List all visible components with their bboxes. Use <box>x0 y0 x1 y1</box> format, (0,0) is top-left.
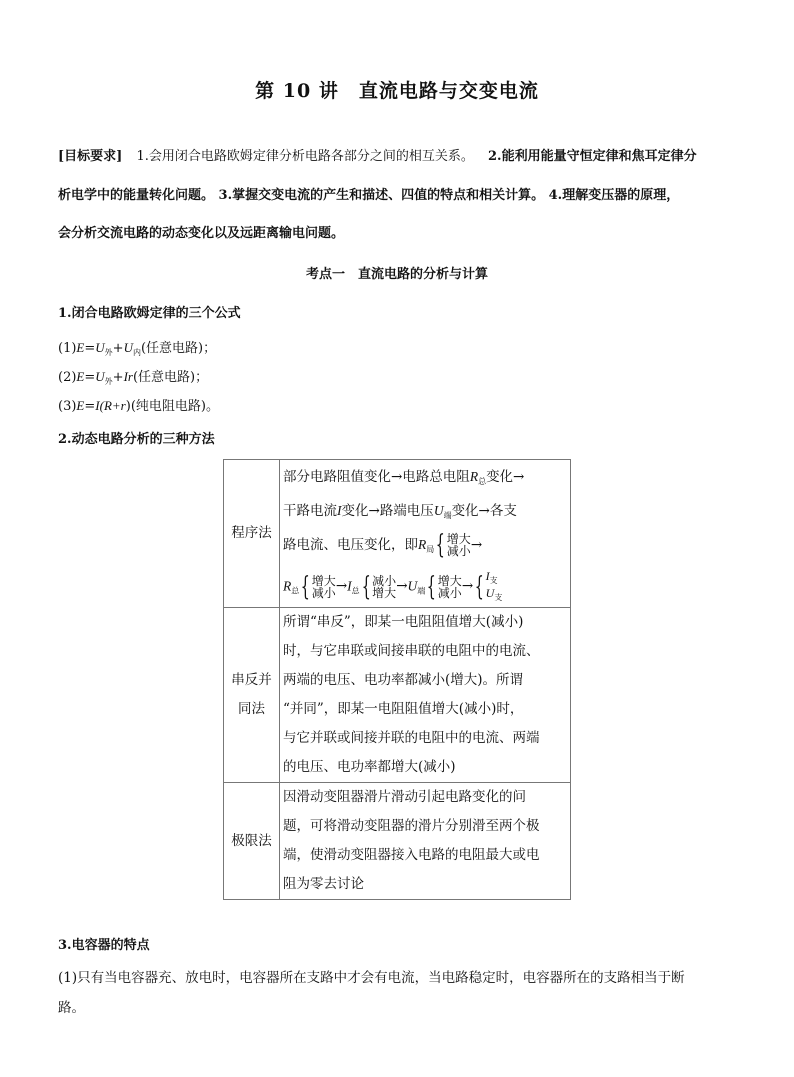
subsection-heading-1: 1.闭合电路欧姆定律的三个公式 <box>58 306 241 321</box>
method-2-line: 时，与它串联或间接串联的电阻中的电流、 <box>283 643 540 659</box>
subscript-total: 总 <box>351 586 360 596</box>
method-body-cell <box>280 608 571 783</box>
symbol-E: E <box>76 398 85 413</box>
objectives-label: [目标要求] <box>58 149 123 164</box>
arrow-icon: → <box>470 536 483 553</box>
capacitor-paragraph-line-1: (1)只有当电容器充、放电时，电容器所在支路中才会有电流，当电路稳定时，电容器所在的支路相当于断 <box>58 970 685 986</box>
objectives-line-2: 析电学中的能量转化问题。 3.掌握交变电流的产生和描述、四值的特点和相关计算。 4.理解变压器的原理， <box>58 188 680 203</box>
formula-2-index: (2) <box>58 370 77 385</box>
method-3-line: 因滑动变阻器滑片滑动引起电路变化的问 <box>283 789 526 805</box>
increase-label: 增大 <box>446 532 471 547</box>
method-1-line-4 <box>283 570 566 606</box>
symbol-U: U <box>95 369 105 384</box>
branch-stack <box>486 570 503 604</box>
symbol-E: E <box>76 340 85 355</box>
method-2-line: 的电压、电功率都增大(减小) <box>283 759 456 775</box>
page-title: 第 10 讲 直流电路与交变电流 <box>255 80 539 102</box>
arrow-icon: → <box>461 578 474 595</box>
method-name: 极限法 <box>231 832 272 849</box>
formula-3-note: (纯电阻电路)。 <box>130 399 219 414</box>
brace-icon: { <box>474 571 484 602</box>
method-2-line: 所谓“串反”，即某一电阻阻值增大(减小) <box>283 614 524 630</box>
symbol-I: I <box>347 578 352 594</box>
decrease-label: 减小 <box>311 585 336 600</box>
formula-2-note: (任意电路)； <box>132 370 209 385</box>
subscript-total: 总 <box>291 586 300 596</box>
symbol-eq: = <box>84 341 96 356</box>
method-1-line-1 <box>283 462 566 496</box>
objectives-line-3: 会分析交流电路的动态变化以及远距离输电问题。 <box>58 226 345 241</box>
objectives-line-1 <box>58 145 697 164</box>
brace-icon: { <box>300 571 311 602</box>
formula-1 <box>58 337 216 358</box>
subscript-outer: 外 <box>104 348 113 357</box>
change-stack <box>438 575 462 599</box>
methods-table <box>223 459 571 900</box>
symbol-Ir: Ir <box>123 369 133 384</box>
subscript-local: 局 <box>426 544 435 554</box>
subscript-inner: 内 <box>132 348 141 357</box>
symbol-I: I <box>337 502 342 518</box>
table-row <box>224 783 571 900</box>
section-heading: 考点一 直流电路的分析与计算 <box>305 267 488 282</box>
method-name: 程序法 <box>231 525 272 541</box>
method-1-line-3 <box>283 530 566 564</box>
symbol-R: R <box>418 536 427 552</box>
symbol-I: I( <box>95 398 104 413</box>
decrease-label: 减小 <box>372 573 397 588</box>
objective-2: 2.能利用能量守恒定律和焦耳定律分 <box>488 149 697 164</box>
method-2-line: 两端的电压、电功率都减小(增大)。所谓 <box>283 672 524 688</box>
subscript-outer: 外 <box>104 377 113 386</box>
formula-3 <box>58 395 219 414</box>
subscript-branch: 支 <box>494 592 503 602</box>
symbol-paren: ) <box>125 399 131 414</box>
change-stack <box>372 575 396 599</box>
text-span: 干路电流 <box>283 502 337 519</box>
text-span: 路电流、电压变化，即 <box>283 536 418 553</box>
symbol-I: I <box>485 568 490 583</box>
brace-icon: { <box>426 571 437 602</box>
symbol-U: U <box>485 585 495 600</box>
symbol-R: R <box>469 468 479 484</box>
method-1-line-2 <box>283 496 566 530</box>
brace-icon: { <box>361 571 371 602</box>
text-span: 变化→路端电压 <box>341 502 434 519</box>
method-name-cell <box>224 608 280 783</box>
subscript-end: 端 <box>417 586 426 596</box>
subsection-heading-3: 3.电容器的特点 <box>58 938 150 953</box>
increase-label: 增大 <box>372 585 397 600</box>
method-body-cell <box>280 783 571 900</box>
method-name-cell <box>224 460 280 608</box>
brace-icon: { <box>435 530 446 561</box>
arrow-icon: → <box>396 578 408 595</box>
symbol-plus: + <box>112 370 124 385</box>
method-body-cell <box>280 460 571 608</box>
symbol-R-plus-r: R+r <box>103 398 126 413</box>
symbol-eq: = <box>84 370 96 385</box>
method-3-line: 阻为零去讨论 <box>283 876 364 892</box>
formula-3-index: (3) <box>58 399 77 414</box>
symbol-U: U <box>95 340 105 355</box>
text-span: 变化→各支 <box>451 502 517 519</box>
decrease-label: 减小 <box>446 544 471 559</box>
text-span: 部分电路阻值变化→电路总电阻 <box>283 468 470 485</box>
decrease-label: 减小 <box>437 585 462 600</box>
formula-1-note: (任意电路)； <box>140 341 217 356</box>
symbol-plus: + <box>112 341 124 356</box>
increase-label: 增大 <box>437 573 462 588</box>
formula-2 <box>58 366 208 387</box>
objective-1: 1.会用闭合电路欧姆定律分析电路各部分之间的相互关系。 <box>136 149 474 164</box>
method-name: 串反并 <box>231 672 272 688</box>
text-span: 变化→ <box>486 468 525 485</box>
change-stack <box>312 575 336 599</box>
symbol-R: R <box>283 578 292 594</box>
formula-1-index: (1) <box>58 341 77 356</box>
subsection-heading-2: 2.动态电路分析的三种方法 <box>58 432 215 447</box>
method-2-line: 与它并联或间接并联的电阻中的电流、两端 <box>283 730 540 746</box>
subscript-total: 总 <box>478 476 487 486</box>
table-row <box>224 608 571 783</box>
increase-label: 增大 <box>311 573 336 588</box>
symbol-eq: = <box>84 399 96 414</box>
symbol-U: U <box>123 340 133 355</box>
symbol-E: E <box>76 369 85 384</box>
method-3-line: 题，可将滑动变阻器的滑片分别滑至两个极 <box>283 818 540 834</box>
symbol-U: U <box>433 502 444 518</box>
symbol-U: U <box>407 578 418 594</box>
change-stack <box>447 533 471 557</box>
subscript-end: 端 <box>443 510 452 520</box>
method-name: 同法 <box>238 701 265 717</box>
capacitor-paragraph-line-2: 路。 <box>58 1000 85 1016</box>
method-2-line: “并同”，即某一电阻阻值增大(减小)时， <box>283 701 524 717</box>
method-name-cell <box>224 783 280 900</box>
arrow-icon: → <box>335 578 348 595</box>
subscript-branch: 支 <box>489 575 498 585</box>
table-row <box>224 460 571 608</box>
method-3-line: 端，使滑动变阻器接入电路的电阻最大或电 <box>283 847 540 863</box>
